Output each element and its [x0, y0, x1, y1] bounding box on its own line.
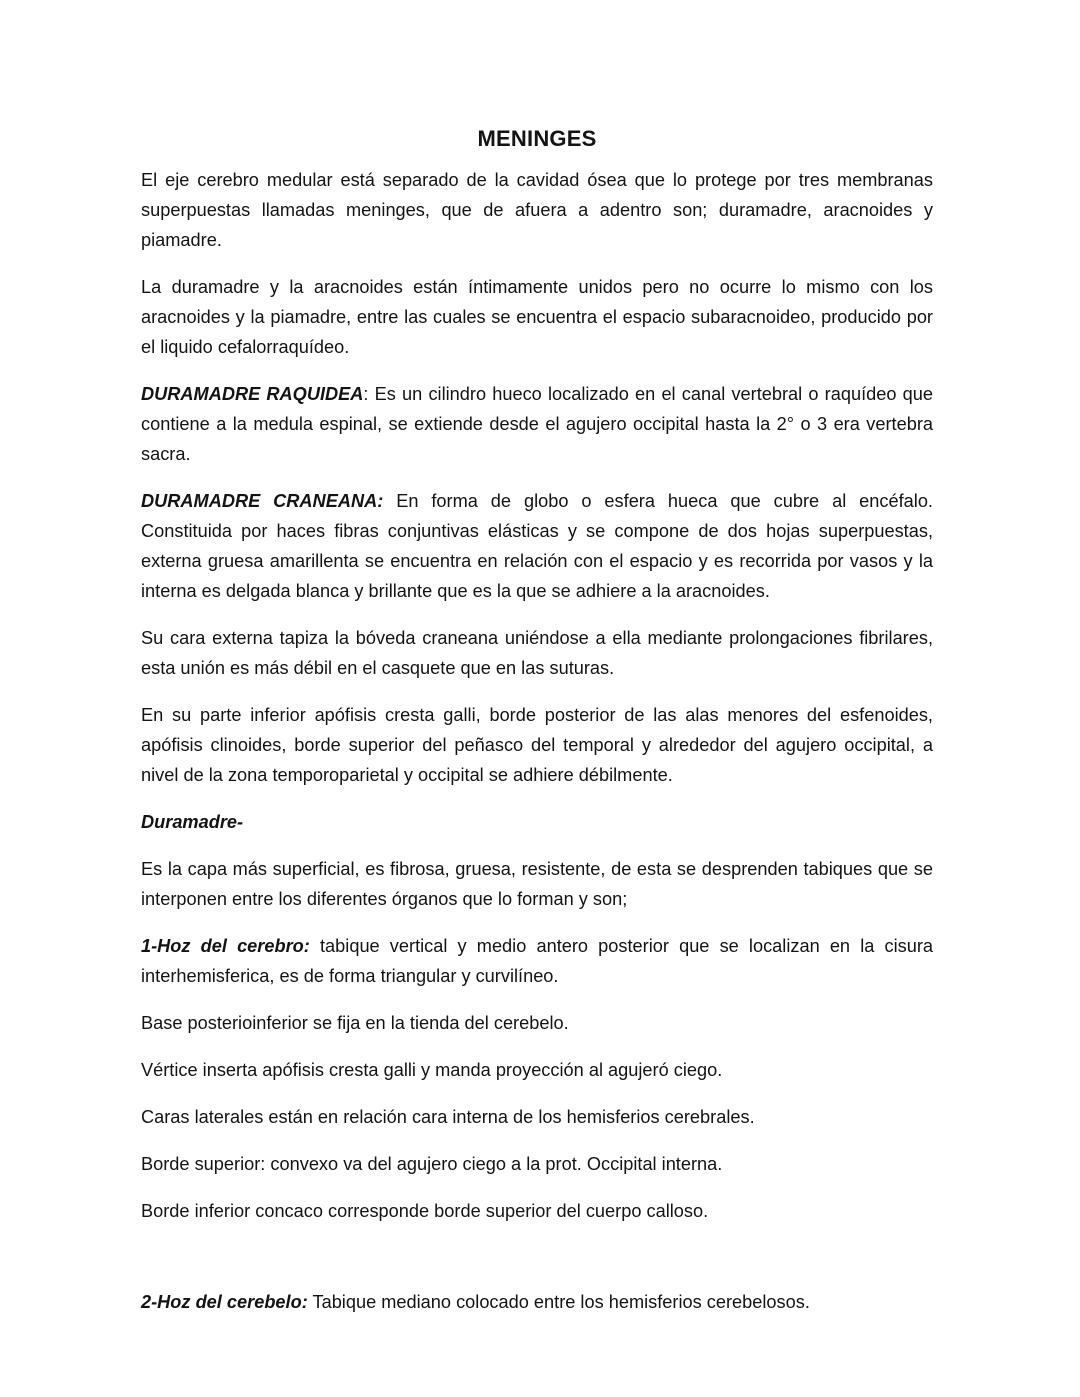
paragraph-hoz-del-cerebro: [141, 931, 933, 991]
paragraph-duramadre-craneana: [141, 486, 933, 606]
paragraph-text: Tabique mediano colocado entre los hemisferios cerebelosos.: [307, 1292, 810, 1312]
paragraph-hoz-del-cerebelo: [141, 1287, 933, 1317]
section-label-hoz-del-cerebelo: 2-Hoz del cerebelo:: [141, 1292, 308, 1312]
paragraph-parte-inferior: En su parte inferior apófisis cresta galli, borde posterior de las alas menores del esfenoides, apófisis clinoides, borde superior del peñasco del temporal y alrededor del agujero occipital, a nivel de la zona temporoparietal y occipital se adhiere débilmente.: [141, 705, 933, 785]
paragraph-vertice: Vértice inserta apófisis cresta galli y manda proyección al agujeró ciego.: [141, 1060, 723, 1080]
section-label-duramadre-raquidea: DURAMADRE RAQUIDEA: [141, 384, 364, 404]
paragraph-text: En forma de globo o esfera hueca que cubre al encéfalo. Constituida por haces fibras conjuntivas elásticas y se compone de dos hojas superpuestas, externa gruesa amarillenta se encuentra en relación con el espacio y es recorrida por vasos y la interna es delgada blanca y brillante que es la que se adhiere a la aracnoides.: [141, 491, 933, 601]
paragraph-duramadre-aracnoides: La duramadre y la aracnoides están íntimamente unidos pero no ocurre lo mismo con los aracnoides y la piamadre, entre las cuales se encuentra el espacio subaracnoideo, producido por el liquido cefalorraquídeo.: [141, 277, 933, 357]
subheading-duramadre: [141, 807, 933, 837]
paragraph-base: Base posterioinferior se fija en la tienda del cerebelo.: [141, 1013, 569, 1033]
paragraph-duramadre-raquidea: [141, 379, 933, 469]
paragraph-text: tabique vertical y medio antero posterior que se localizan en la cisura interhemisferica, es de forma triangular y curvilíneo.: [141, 936, 934, 986]
paragraph-borde-superior: Borde superior: convexo va del agujero ciego a la prot. Occipital interna.: [141, 1154, 723, 1174]
section-label-duramadre: Duramadre-: [141, 812, 244, 832]
paragraph-caras-laterales: Caras laterales están en relación cara interna de los hemisferios cerebrales.: [141, 1107, 755, 1127]
paragraph-borde-inferior: Borde inferior concaco corresponde borde superior del cuerpo calloso.: [141, 1201, 709, 1221]
paragraph-capa-superficial: Es la capa más superficial, es fibrosa, gruesa, resistente, de esta se desprenden tabiques que se interponen entre los diferentes órganos que lo forman y son;: [141, 859, 933, 909]
paragraph-text: : Es un cilindro hueco localizado en el canal vertebral o raquídeo que contiene a la medula espinal, se extiende desde el agujero occipital hasta la 2° o 3 era vertebra sacra.: [141, 384, 933, 464]
section-label-duramadre-craneana: DURAMADRE CRANEANA:: [141, 491, 384, 511]
page-title: MENINGES: [477, 126, 597, 151]
spacer: [141, 1243, 933, 1287]
paragraph-cara-externa: Su cara externa tapiza la bóveda craneana uniéndose a ella mediante prolongaciones fibrilares, esta unión es más débil en el casquete que en las suturas.: [141, 628, 933, 678]
section-label-hoz-del-cerebro: 1-Hoz del cerebro:: [141, 936, 310, 956]
paragraph-intro: El eje cerebro medular está separado de la cavidad ósea que lo protege por tres membranas superpuestas llamadas meninges, que de afuera a adentro son; duramadre, aracnoides y piamadre.: [141, 170, 933, 250]
